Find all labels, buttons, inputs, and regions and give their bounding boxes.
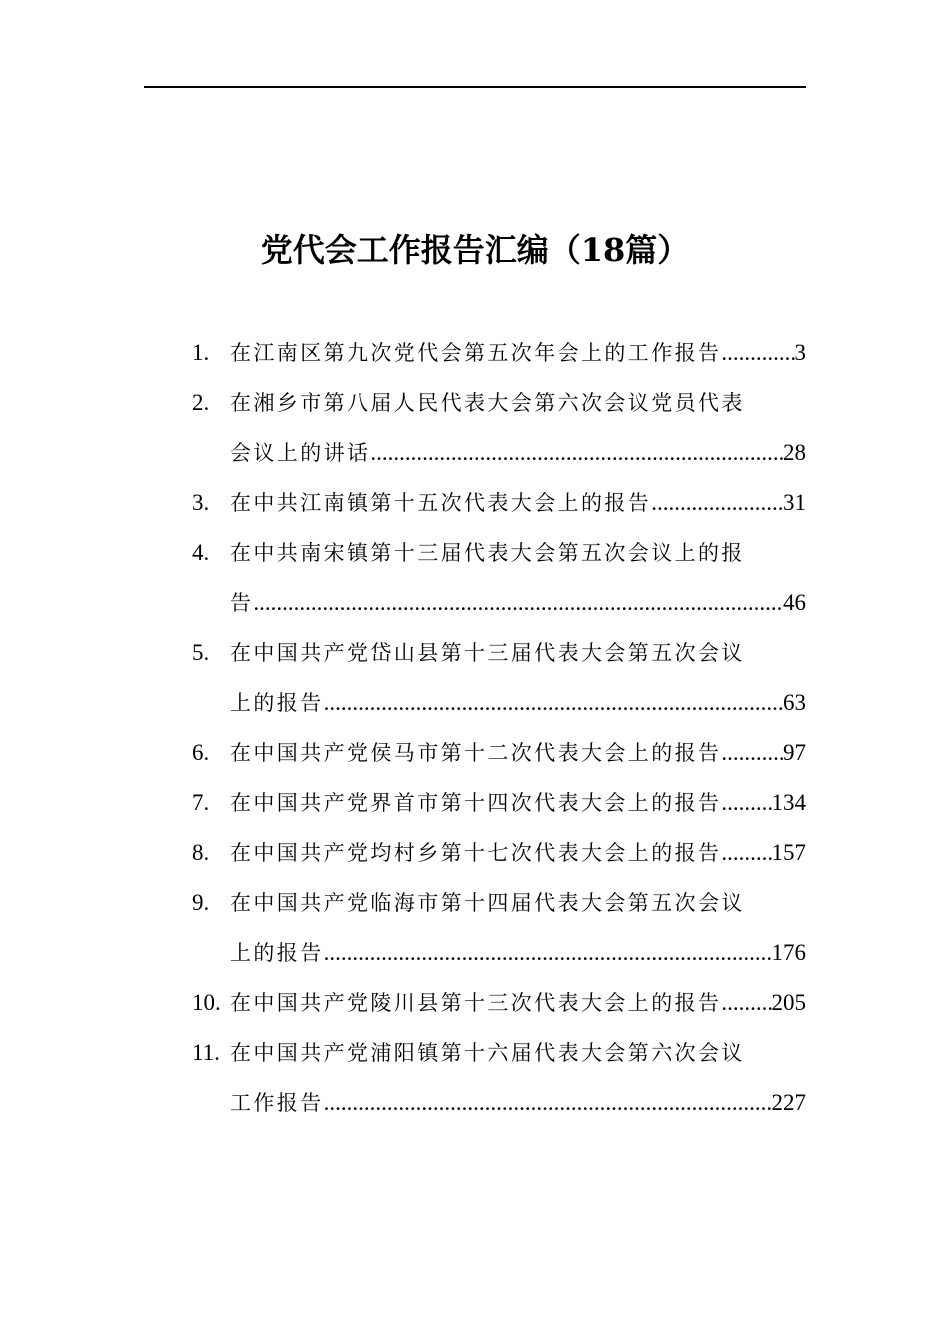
table-of-contents: [192, 328, 806, 1128]
toc-entry-title: 在中国共产党浦阳镇第十六届代表大会第六次会议: [230, 1041, 745, 1065]
toc-dot-leader: [324, 1078, 772, 1128]
toc-page-number: 63: [783, 690, 806, 715]
toc-entry-number: 9.: [192, 890, 210, 915]
toc-entry-line: [230, 528, 806, 578]
toc-entry-line: [230, 828, 806, 878]
toc-page-number: 97: [783, 740, 806, 765]
toc-page-number: 31: [783, 490, 806, 515]
toc-dot-leader: [721, 828, 771, 878]
toc-page-number: 227: [771, 1090, 806, 1115]
toc-entry-title: 上的报告: [230, 941, 324, 965]
toc-entry-number: 1.: [192, 340, 210, 365]
toc-dot-leader: [370, 428, 783, 478]
toc-entry-number: 11.: [192, 1040, 220, 1065]
toc-entry-number: 7.: [192, 790, 210, 815]
toc-entry[interactable]: [192, 1028, 806, 1128]
toc-entry-line: [230, 878, 806, 928]
toc-dot-leader: [721, 728, 783, 778]
toc-entry-title: 在中国共产党陵川县第十三次代表大会上的报告: [230, 991, 722, 1015]
toc-entry-line: [230, 778, 806, 828]
toc-dot-leader: [721, 328, 794, 378]
toc-entry-number: 4.: [192, 540, 210, 565]
toc-entry[interactable]: [192, 778, 806, 828]
toc-entry[interactable]: [192, 378, 806, 478]
toc-entry-number: 3.: [192, 490, 210, 515]
header-rule: [144, 86, 806, 88]
toc-entry-line: [230, 378, 806, 428]
toc-entry-title: 在湘乡市第八届人民代表大会第六次会议党员代表: [230, 391, 745, 415]
toc-entry-line: [230, 1078, 806, 1128]
toc-page-number: 28: [783, 440, 806, 465]
toc-dot-leader: [324, 928, 772, 978]
toc-entry[interactable]: [192, 628, 806, 728]
toc-entry-number: 8.: [192, 840, 210, 865]
toc-entry-line: [230, 578, 806, 628]
toc-entry-title: 在中国共产党侯马市第十二次代表大会上的报告: [230, 741, 722, 765]
toc-entry-line: [230, 928, 806, 978]
document-title: 党代会工作报告汇编（18篇）: [260, 231, 690, 269]
toc-dot-leader: [721, 978, 771, 1028]
toc-entry-number: 10.: [192, 990, 221, 1015]
toc-entry-title: 在中国共产党岱山县第十三届代表大会第五次会议: [230, 641, 745, 665]
toc-page-number: 157: [771, 840, 806, 865]
toc-page-number: 205: [771, 990, 806, 1015]
toc-entry-line: [230, 628, 806, 678]
toc-entry-line: [230, 678, 806, 728]
toc-entry[interactable]: [192, 478, 806, 528]
toc-entry[interactable]: [192, 528, 806, 628]
toc-page-number: 134: [771, 790, 806, 815]
toc-page-number: 176: [771, 940, 806, 965]
toc-page-number: 3: [794, 340, 806, 365]
toc-entry-title: 告: [230, 591, 254, 615]
toc-entry-line: [230, 478, 806, 528]
toc-entry-title: 在中国共产党界首市第十四次代表大会上的报告: [230, 791, 722, 815]
toc-entry-title: 在中共南宋镇第十三届代表大会第五次会议上的报: [230, 541, 745, 565]
toc-entry-line: [230, 328, 806, 378]
toc-entry[interactable]: [192, 328, 806, 378]
toc-entry-title: 会议上的讲话: [230, 441, 371, 465]
toc-entry-number: 2.: [192, 390, 210, 415]
toc-entry[interactable]: [192, 728, 806, 778]
toc-entry-line: [230, 978, 806, 1028]
toc-entry-number: 6.: [192, 740, 210, 765]
toc-dot-leader: [253, 578, 783, 628]
toc-entry-line: [230, 728, 806, 778]
toc-entry-title: 上的报告: [230, 691, 324, 715]
toc-entry-number: 5.: [192, 640, 210, 665]
toc-entry[interactable]: [192, 978, 806, 1028]
toc-dot-leader: [324, 678, 783, 728]
toc-entry-line: [230, 428, 806, 478]
toc-entry-title: 在中国共产党临海市第十四届代表大会第五次会议: [230, 891, 745, 915]
toc-entry-line: [230, 1028, 806, 1078]
toc-entry-title: 工作报告: [230, 1091, 324, 1115]
toc-dot-leader: [721, 778, 771, 828]
toc-dot-leader: [651, 478, 783, 528]
toc-entry-title: 在中国共产党均村乡第十七次代表大会上的报告: [230, 841, 722, 865]
toc-entry-title: 在江南区第九次党代会第五次年会上的工作报告: [230, 341, 722, 365]
toc-entry[interactable]: [192, 878, 806, 978]
toc-entry-title: 在中共江南镇第十五次代表大会上的报告: [230, 491, 652, 515]
toc-page-number: 46: [783, 590, 806, 615]
toc-entry[interactable]: [192, 828, 806, 878]
